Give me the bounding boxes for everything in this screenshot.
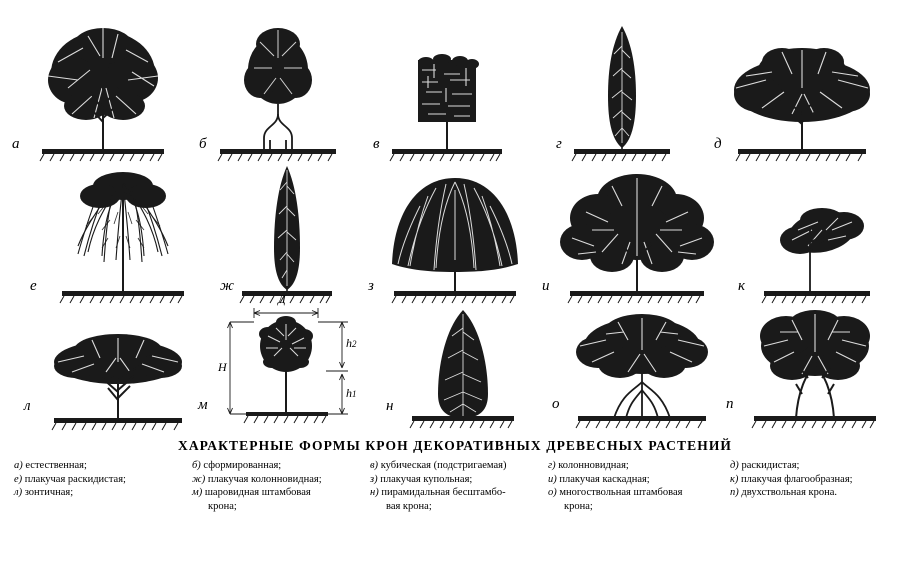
figure-k bbox=[738, 160, 882, 305]
tree-flag-shaped-icon bbox=[752, 160, 882, 305]
tree-columnar-crown-icon bbox=[562, 18, 682, 163]
tree-spherical-standard-icon bbox=[206, 292, 366, 440]
figure-label-d: д bbox=[714, 136, 722, 152]
figure-v bbox=[373, 18, 512, 163]
legend-item: м) шаровидная штамбовая bbox=[192, 487, 311, 498]
figure-a bbox=[12, 18, 178, 163]
legend-column-4 bbox=[548, 459, 730, 513]
figure-label-zh: ж bbox=[220, 278, 234, 294]
tree-cubic-crown-icon bbox=[382, 18, 512, 163]
figure-b bbox=[199, 18, 348, 163]
figure-label-l: л bbox=[24, 398, 31, 414]
legend-item: л) зонтичная; bbox=[14, 487, 74, 498]
legend-item: ж) плакучая колонновидная; bbox=[192, 473, 322, 485]
legend-item: д) раскидистая; bbox=[730, 460, 800, 471]
legend-item: к) плакучая флагообразная; bbox=[730, 473, 853, 485]
figure-label-n: н bbox=[386, 398, 394, 414]
figure-label-g: г bbox=[556, 136, 562, 152]
figure-i bbox=[542, 160, 722, 305]
dim-width-label: Д bbox=[278, 292, 286, 306]
figure-label-p: п bbox=[726, 396, 734, 412]
legend-item: б) сформированная; bbox=[192, 460, 282, 471]
figure-label-e: е bbox=[30, 278, 37, 294]
tree-weeping-columnar-icon bbox=[232, 160, 342, 305]
tree-spreading-crown-icon bbox=[722, 18, 882, 163]
legend-item: и) плакучая каскадная; bbox=[548, 473, 650, 485]
tree-pyramidal-stemless-icon bbox=[398, 300, 528, 435]
figure-label-v: в bbox=[373, 136, 380, 152]
tree-two-stem-icon bbox=[740, 298, 890, 435]
figure-n bbox=[386, 300, 528, 435]
figure-o bbox=[552, 298, 722, 435]
figure-l bbox=[24, 300, 198, 435]
legend-item: крона; bbox=[208, 500, 237, 512]
tree-umbrella-crown-icon bbox=[38, 300, 198, 435]
figure-g bbox=[556, 18, 682, 163]
figure-label-z: з bbox=[368, 278, 374, 294]
legend-item: п) двухствольная крона. bbox=[730, 487, 838, 498]
figure-m bbox=[198, 292, 366, 440]
figure-z bbox=[368, 160, 530, 305]
figure-label-k: к bbox=[738, 278, 746, 294]
tree-formed-crown-icon bbox=[208, 18, 348, 163]
legend-column-1 bbox=[14, 459, 192, 513]
figure-e bbox=[30, 160, 198, 305]
dim-crown-height-label: h2 bbox=[346, 336, 357, 350]
legend-item: н) пирамидальная бесштамбо- bbox=[370, 487, 506, 498]
figure-label-i: и bbox=[542, 278, 550, 294]
tree-weeping-cascade-icon bbox=[552, 160, 722, 305]
legend-item: г) колонновидная; bbox=[548, 460, 629, 471]
legend-item: а) естественная; bbox=[14, 460, 87, 471]
legend-column-3 bbox=[370, 459, 548, 513]
legend-item: е) плакучая раскидистая; bbox=[14, 473, 126, 485]
legend-column-5 bbox=[730, 459, 900, 513]
dim-trunk-height-label: h1 bbox=[346, 386, 357, 400]
tree-weeping-spreading-icon bbox=[48, 160, 198, 305]
tree-multistem-standard-icon bbox=[562, 298, 722, 435]
plate-caption: ХАРАКТЕРНЫЕ ФОРМЫ КРОН ДЕКОРАТИВНЫХ ДРЕВЕСНЫХ РАСТЕНИЙ bbox=[177, 438, 733, 453]
figure-label-b: б bbox=[199, 136, 207, 152]
figure-d bbox=[714, 18, 882, 163]
legend-item: о) многоствольная штамбовая bbox=[548, 487, 683, 498]
legend-item: вая крона; bbox=[386, 500, 432, 512]
dim-height-label: Н bbox=[218, 360, 227, 374]
legend-column-2 bbox=[192, 459, 370, 513]
legend-item: крона; bbox=[564, 500, 593, 512]
tree-weeping-domed-icon bbox=[380, 160, 530, 305]
figure-p bbox=[726, 298, 890, 435]
figure-label-m: м bbox=[198, 397, 208, 413]
figure-label-o: о bbox=[552, 396, 560, 412]
tree-natural-crown-icon bbox=[28, 18, 178, 163]
figure-label-a: а bbox=[12, 136, 20, 152]
legend-item: в) кубическая (подстригаемая) bbox=[370, 460, 507, 471]
figure-zh bbox=[220, 160, 342, 305]
legend-item: з) плакучая купольная; bbox=[370, 473, 473, 485]
legend bbox=[14, 459, 900, 513]
